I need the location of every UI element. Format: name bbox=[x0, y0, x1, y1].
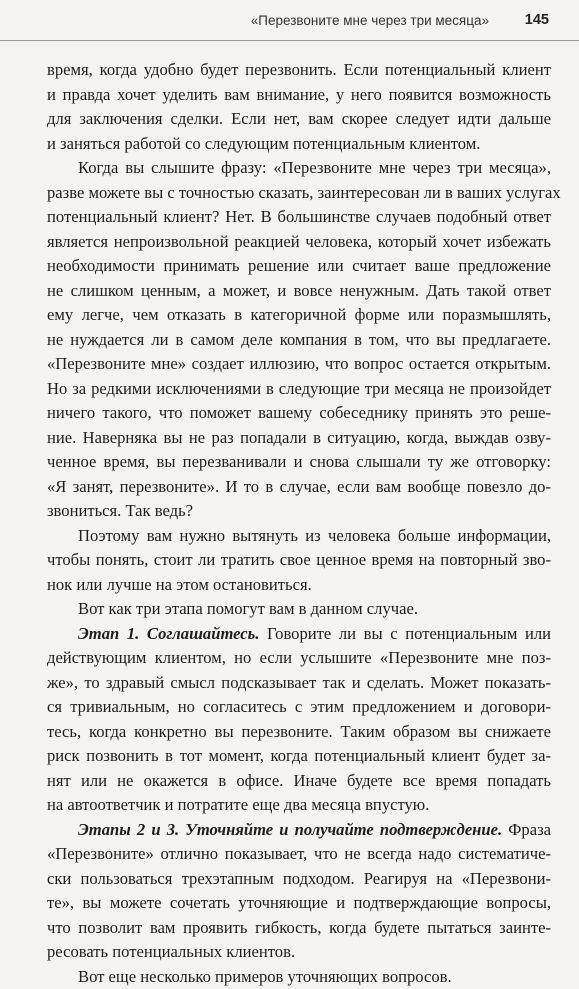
text-line: разве можете вы с точностью сказать, заинтересован ли в ваших услугах bbox=[47, 181, 551, 206]
text-line: является непроизвольной реакцией человека, который хочет избежать bbox=[47, 230, 551, 255]
text-line: ски пользоваться трехэтапным подходом. Реагируя на «Перезвони- bbox=[47, 867, 551, 892]
text-line: Но за редкими исключениями в следующие три месяца не произойдет bbox=[47, 377, 551, 402]
text-line: и заняться работой со следующим потенциальным клиентом. bbox=[47, 132, 551, 157]
text-line bbox=[47, 622, 551, 647]
text-line: Вот еще несколько примеров уточняющих вопросов. bbox=[47, 965, 551, 989]
text-line: «Перезвоните» отлично показывает, что не всегда надо систематиче- bbox=[47, 842, 551, 867]
stages-2-3-heading: Этапы 2 и 3. Уточняйте и получайте подтверждение. bbox=[78, 820, 502, 839]
text-line: «Я занят, перезвоните». И то в случае, если вам вообще повезло до- bbox=[47, 475, 551, 500]
text-line: время, когда удобно будет перезвонить. Если потенциальный клиент bbox=[47, 58, 551, 83]
stage-1-heading: Этап 1. Соглашайтесь. bbox=[78, 624, 259, 643]
text-fragment: Фраза bbox=[508, 820, 551, 839]
text-line: ему легче, чем отказать в категоричной форме или поразмышлять, bbox=[47, 303, 551, 328]
text-line: нят или не окажется в офисе. Иначе будете все время попадать bbox=[47, 769, 551, 794]
text-line: ся тривиальным, но согласитесь с этим предложением и договори- bbox=[47, 695, 551, 720]
text-line: Вот как три этапа помогут вам в данном случае. bbox=[47, 597, 551, 622]
text-line: для заключения сделки. Если нет, вам скорее следует идти дальше bbox=[47, 107, 551, 132]
text-line: тесь, когда конкретно вы перезвоните. Таким образом вы снижаете bbox=[47, 720, 551, 745]
text-line: «Перезвоните мне» создает иллюзию, что вопрос остается открытым. bbox=[47, 352, 551, 377]
text-line: нок или лучше на этом остановиться. bbox=[47, 573, 551, 598]
text-line: не нуждается ли в самом деле компания в том, что вы предлагаете. bbox=[47, 328, 551, 353]
text-line: ние. Наверняка вы не раз попадали в ситуацию, когда, выждав озву- bbox=[47, 426, 551, 451]
text-line: ресовать потенциальных клиентов. bbox=[47, 940, 551, 965]
text-line: те», вы можете сочетать уточняющие и подтверждающие вопросы, bbox=[47, 891, 551, 916]
text-line: Поэтому вам нужно вытянуть из человека больше информации, bbox=[47, 524, 551, 549]
text-line bbox=[47, 818, 551, 843]
text-line: ченное время, вы перезванивали и снова слышали ту же отговорку: bbox=[47, 450, 551, 475]
text-line: риск позвонить в тот момент, когда потенциальный клиент будет за- bbox=[47, 744, 551, 769]
text-line: звониться. Так ведь? bbox=[47, 499, 551, 524]
text-line: же», то здравый смысл подсказывает так и сделать. Может показать- bbox=[47, 671, 551, 696]
text-line: Когда вы слышите фразу: «Перезвоните мне через три месяца», bbox=[47, 156, 551, 181]
text-line: не слишком ценным, а может, и вовсе ненужным. Дать такой ответ bbox=[47, 279, 551, 304]
text-fragment: Говорите ли вы с потенциальным или bbox=[267, 624, 551, 643]
page-number: 145 bbox=[525, 12, 549, 28]
header-title: «Перезвоните мне через три месяца» bbox=[251, 13, 489, 28]
text-line: необходимости принимать решение или считает ваше предложение bbox=[47, 254, 551, 279]
text-line: ничего такого, что поможет вашему собеседнику принять это реше- bbox=[47, 401, 551, 426]
text-line: чтобы понять, стоит ли тратить свое ценное время на повторный зво- bbox=[47, 548, 551, 573]
text-line: потенциальный клиент? Нет. В большинстве случаев подобный ответ bbox=[47, 205, 551, 230]
body-text bbox=[47, 58, 551, 989]
text-line: на автоответчик и потратите еще два месяца впустую. bbox=[47, 793, 551, 818]
running-header bbox=[0, 0, 579, 41]
text-line: что позволит вам проявить гибкость, когда будете пытаться заинте- bbox=[47, 916, 551, 941]
text-line: и правда хочет уделить вам внимание, у него появится возможность bbox=[47, 83, 551, 108]
text-line: действующим клиентом, но если услышите «Перезвоните мне поз- bbox=[47, 646, 551, 671]
